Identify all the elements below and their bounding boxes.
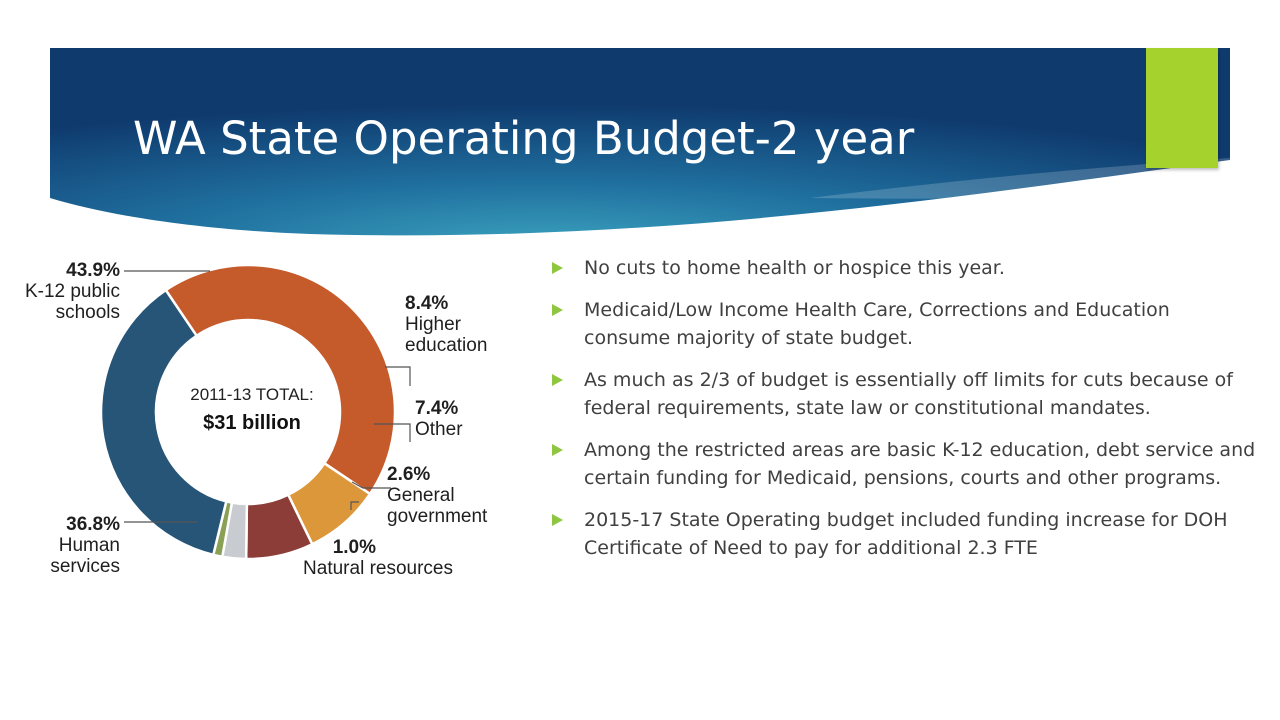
bullet-text: Medicaid/Low Income Health Care, Corrections and Education consume majority of state budget. <box>584 298 1170 349</box>
category-label: Natural resources <box>303 558 453 579</box>
accent-tab <box>1146 48 1218 168</box>
value-label: 43.9% <box>66 260 120 281</box>
slide-title: WA State Operating Budget-2 year <box>133 112 915 165</box>
label-human-services <box>50 514 120 577</box>
value-label: 2.6% <box>387 464 431 485</box>
bullet-item <box>548 436 1258 493</box>
bullet-text: Among the restricted areas are basic K-12 education, debt service and certain funding for Medicaid, pensions, courts and other programs. <box>584 438 1256 489</box>
donut-chart-svg <box>24 248 518 588</box>
bullet-item <box>548 296 1258 353</box>
value-label: 1.0% <box>332 537 376 558</box>
bullet-text: No cuts to home health or hospice this year. <box>584 257 1005 279</box>
category-label: services <box>50 556 120 577</box>
bullet-arrow-icon <box>552 304 563 316</box>
label-higher-ed <box>405 293 487 356</box>
category-label: General <box>387 485 455 506</box>
bullet-item <box>548 506 1258 563</box>
bullet-item <box>548 254 1258 283</box>
category-label: Other <box>415 419 463 440</box>
category-label: K-12 public <box>24 281 120 302</box>
bullet-arrow-icon <box>552 514 563 526</box>
label-general-gov <box>387 464 488 527</box>
slice-k12 <box>166 265 395 494</box>
category-label: Higher <box>405 314 461 335</box>
value-label: 7.4% <box>415 398 459 419</box>
label-k12 <box>25 260 120 323</box>
label-other <box>415 398 463 440</box>
value-label: 8.4% <box>405 293 449 314</box>
bullet-list <box>548 254 1258 576</box>
label-natural-res <box>303 537 453 579</box>
bullet-arrow-icon <box>552 444 563 456</box>
value-label: 36.8% <box>66 514 120 535</box>
donut-chart <box>24 248 518 588</box>
category-label: schools <box>55 302 120 323</box>
center-total-label: 2011-13 TOTAL: <box>190 385 314 404</box>
bullet-text: As much as 2/3 of budget is essentially off limits for cuts because of federal requirements, state law or constitutional mandates. <box>584 368 1233 419</box>
category-label: Human <box>58 535 120 556</box>
bullet-item <box>548 366 1258 423</box>
bullet-text: 2015-17 State Operating budget included funding increase for DOH Certificate of Need to pay for additional 2.3 FTE <box>584 508 1228 559</box>
center-total-value: $31 billion <box>203 412 301 434</box>
bullet-arrow-icon <box>552 262 563 274</box>
category-label: government <box>387 506 488 527</box>
bullet-arrow-icon <box>552 374 563 386</box>
category-label: education <box>405 335 488 356</box>
